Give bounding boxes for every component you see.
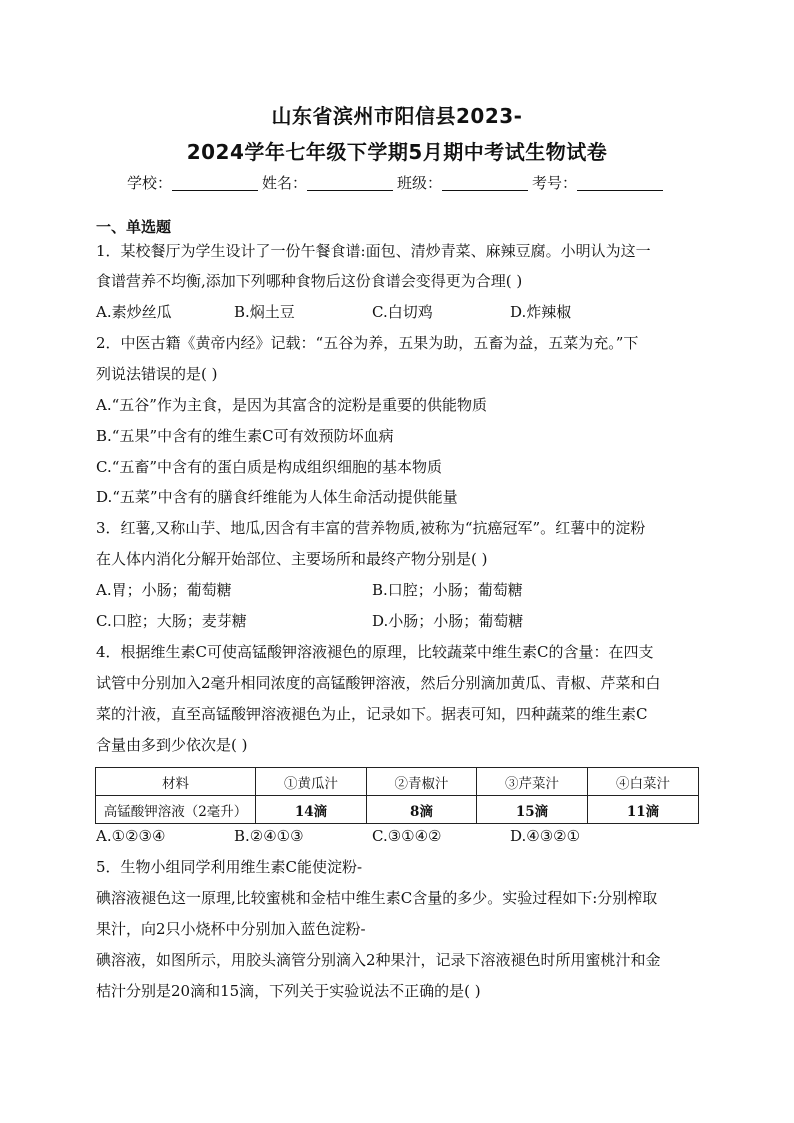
q4-stem-line-3: 菜的汁液，直至高锰酸钾溶液褪色为止，记录如下。据表可知，四种蔬菜的维生素C [96, 705, 648, 723]
table-header-cell: 材料 [96, 768, 256, 796]
table-header-cell: ④白菜汁 [588, 768, 699, 796]
q1-stem-line-2: 食谱营养不均衡,添加下列哪种食物后这份食谱会变得更为合理( ) [96, 272, 523, 290]
q1-option-d[interactable]: D.炸辣椒 [510, 303, 572, 321]
name-label: 姓名： [261, 174, 307, 192]
q5-stem-line-2: 碘溶液褪色这一原理,比较蜜桃和金桔中维生素C含量的多少。实验过程如下:分别榨取 [96, 889, 658, 907]
number-label: 考号： [532, 174, 578, 192]
table-cell: 15滴 [477, 796, 588, 824]
table-header-cell: ②青椒汁 [367, 768, 477, 796]
q2-option-a[interactable]: A.“五谷”作为主食，是因为其富含的淀粉是重要的供能物质 [96, 396, 487, 414]
q2-stem-line-2: 列说法错误的是( ) [96, 365, 218, 383]
q4-option-d[interactable]: D.④③②① [510, 827, 581, 845]
q2-option-d[interactable]: D.“五菜”中含有的膳食纤维能为人体生命活动提供能量 [96, 488, 458, 506]
table-header-cell: ①黄瓜汁 [256, 768, 367, 796]
q3-stem-line-1: 3．红薯,又称山芋、地瓜,因含有丰富的营养物质,被称为“抗癌冠军”。红薯中的淀粉 [96, 519, 646, 537]
table-row [96, 796, 699, 824]
class-blank[interactable] [442, 176, 528, 191]
q4-data-table [95, 767, 699, 824]
q4-option-b[interactable]: B.②④①③ [234, 827, 304, 845]
q3-stem-line-2: 在人体内消化分解开始部位、主要场所和最终产物分别是( ) [96, 550, 488, 568]
q2-option-b[interactable]: B.“五果”中含有的维生素C可有效预防坏血病 [96, 427, 394, 445]
table-cell: 14滴 [256, 796, 367, 824]
number-blank[interactable] [577, 176, 663, 191]
class-label: 班级： [397, 174, 443, 192]
q2-stem-line-1: 2．中医古籍《黄帝内经》记载：“五谷为养，五果为助，五畜为益，五菜为充。”下 [96, 334, 639, 352]
q4-stem-line-1: 4．根据维生素C可使高锰酸钾溶液褪色的原理，比较蔬菜中维生素C的含量：在四支 [96, 643, 654, 661]
table-cell: 11滴 [588, 796, 699, 824]
title-line-2: 2024学年七年级下学期5月期中考试生物试卷 [186, 140, 608, 164]
section-heading: 一、单选题 [96, 218, 172, 236]
q3-option-b[interactable]: B.口腔；小肠；葡萄糖 [372, 581, 523, 599]
q1-option-b[interactable]: B.焖土豆 [234, 303, 295, 321]
q5-stem-line-3: 果汁，向2只小烧杯中分别加入蓝色淀粉- [96, 920, 366, 938]
q1-stem-line-1: 1．某校餐厅为学生设计了一份午餐食谱:面包、清炒青菜、麻辣豆腐。小明认为这一 [96, 242, 651, 260]
student-info-row [0, 172, 794, 193]
title-line-1: 山东省滨州市阳信县2023- [271, 104, 523, 128]
table-cell: 8滴 [367, 796, 477, 824]
q3-option-d[interactable]: D.小肠；小肠；葡萄糖 [372, 612, 524, 630]
q1-option-c[interactable]: C.白切鸡 [372, 303, 433, 321]
q1-option-a[interactable]: A.素炒丝瓜 [96, 303, 172, 321]
q4-stem-line-4: 含量由多到少依次是( ) [96, 736, 248, 754]
table-header-row [96, 768, 699, 796]
q5-stem-line-4: 碘溶液，如图所示，用胶头滴管分别滴入2种果汁，记录下溶液褪色时所用蜜桃汁和金 [96, 951, 661, 969]
name-blank[interactable] [307, 176, 393, 191]
q5-stem-line-1: 5．生物小组同学利用维生素C能使淀粉- [96, 858, 363, 876]
q2-option-c[interactable]: C.“五畜”中含有的蛋白质是构成组织细胞的基本物质 [96, 458, 443, 476]
q4-stem-line-2: 试管中分别加入2毫升相同浓度的高锰酸钾溶液，然后分别滴加黄瓜、青椒、芹菜和白 [96, 674, 661, 692]
school-label: 学校： [126, 174, 172, 192]
q4-option-a[interactable]: A.①②③④ [96, 827, 166, 845]
q5-stem-line-5: 桔汁分别是20滴和15滴，下列关于实验说法不正确的是( ) [96, 982, 481, 1000]
q4-option-c[interactable]: C.③①④② [372, 827, 442, 845]
table-cell: 高锰酸钾溶液（2毫升） [96, 796, 256, 824]
school-blank[interactable] [172, 176, 258, 191]
table-header-cell: ③芹菜汁 [477, 768, 588, 796]
q3-option-a[interactable]: A.胃；小肠；葡萄糖 [96, 581, 232, 599]
q3-option-c[interactable]: C.口腔；大肠；麦芽糖 [96, 612, 247, 630]
